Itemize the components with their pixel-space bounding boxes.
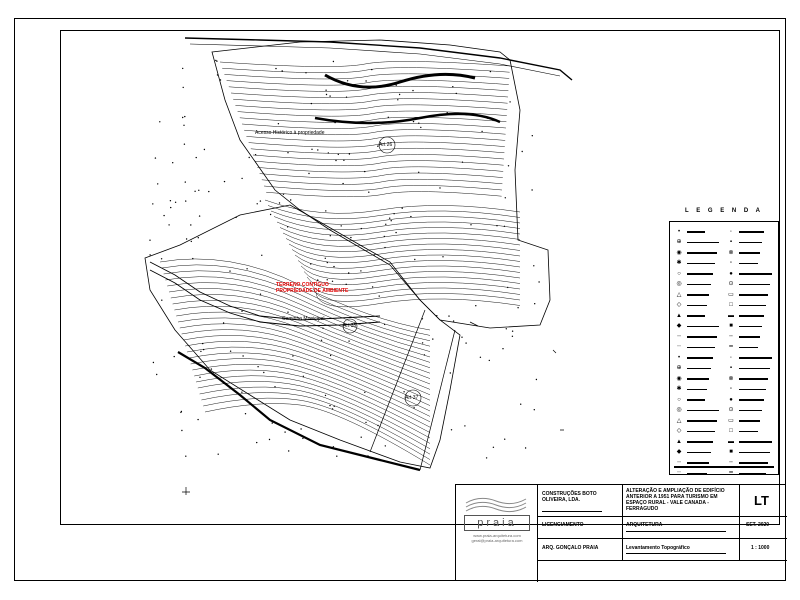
art-26-label: Art 26 [379, 142, 393, 148]
legend-symbol-icon: ⊕ [676, 365, 682, 372]
legend-symbol-icon: ✱ [676, 386, 682, 393]
drawing-title: Levantamento Topográfico [626, 545, 690, 551]
legend-symbol-icon: □ [729, 428, 733, 435]
legend-symbol-icon: ◦ [729, 354, 733, 361]
legend-symbol-icon: ● [729, 396, 733, 403]
legend-item [674, 269, 722, 279]
legend-symbol-icon: ┈ [677, 344, 681, 351]
legend-item [674, 416, 722, 426]
legend-item [674, 448, 722, 458]
legend-item [726, 406, 774, 416]
road-top [185, 38, 572, 80]
legend-item [674, 385, 722, 395]
title-block [455, 484, 786, 581]
legend-item [674, 437, 722, 447]
legend-item [726, 385, 774, 395]
legend-item [674, 332, 722, 342]
legend-item [726, 301, 774, 311]
legend-symbol-icon: △ [676, 417, 682, 424]
legend-symbol-icon: ⊗ [728, 249, 734, 256]
legend-item [726, 448, 774, 458]
legend-item [726, 322, 774, 332]
legend-item [674, 427, 722, 437]
art-37-label: Art 37 [405, 395, 419, 401]
legend-symbol-icon: ■ [729, 449, 733, 456]
legend-symbol-icon: ▫ [729, 260, 733, 267]
legend-item [726, 280, 774, 290]
legend-item [726, 259, 774, 269]
legend-symbol-icon: • [677, 354, 681, 361]
discipline-label: ARQUITETURA [626, 522, 663, 528]
legend-symbol-icon: △ [676, 291, 682, 298]
legend-symbol-icon: ━ [729, 344, 733, 351]
phase-label: LICENCIAMENTO [542, 522, 584, 528]
date-label: SET. 2020 [746, 522, 770, 528]
legend-symbol-icon: ▪ [729, 239, 733, 246]
legend-item [726, 353, 774, 363]
legend-symbol-icon: ▬ [728, 312, 734, 319]
legend-symbol-icon: ○ [677, 270, 681, 277]
legend-symbol-icon: ⊙ [728, 407, 734, 414]
legend-item [726, 332, 774, 342]
legend-item [674, 280, 722, 290]
legend-box [669, 208, 779, 477]
legend-symbol-icon: ▪ [729, 365, 733, 372]
legend-symbol-icon: ┄ [677, 333, 681, 340]
legend-symbol-icon: ◇ [676, 428, 682, 435]
legend-item [726, 427, 774, 437]
legend-symbol-icon: ⊗ [728, 375, 734, 382]
stream-boundary [178, 352, 420, 470]
legend-item [726, 364, 774, 374]
legend-symbol-icon: ━ [729, 470, 733, 477]
legend-item [674, 290, 722, 300]
neighbour-land-label: TERRENO CONTÍGUO PROPRIEDADE DE AMBIENTE [276, 282, 349, 294]
legend-symbol-icon: ✱ [676, 260, 682, 267]
legend-symbol-icon: ▭ [728, 417, 734, 424]
legend-item [726, 269, 774, 279]
author-label: ARQ. GONÇALO PRAIA [542, 545, 599, 551]
legend-symbol-icon: ○ [677, 396, 681, 403]
legend-item [726, 248, 774, 258]
legend-item [674, 469, 722, 479]
legend-symbol-icon: ┄ [677, 459, 681, 466]
logo-email: geral@praia-arquitetura.com [471, 538, 523, 543]
legend-title: L E G E N D A [684, 208, 763, 214]
logo: praia [464, 515, 530, 531]
legend-symbol-icon: ⊕ [676, 239, 682, 246]
legend-item [674, 301, 722, 311]
legend-symbol-icon: ◉ [676, 249, 682, 256]
legend-symbol-icon: ╌ [729, 333, 733, 340]
legend-symbol-icon: ◆ [676, 323, 682, 330]
legend-symbol-icon: ▬ [728, 438, 734, 445]
legend-symbol-icon: ◆ [676, 449, 682, 456]
legend-item [674, 353, 722, 363]
project-title: ALTERAÇÃO E AMPLIAÇÃO DE EDIFÍCIO ANTERIOR A 1951 PARA TURISMO EM ESPAÇO RURAL - VALE CANADA - FERRAGUDO [626, 488, 725, 512]
legend-symbol-icon: ◎ [676, 407, 682, 414]
access-label: Acesso Histórico à propriedade [255, 130, 325, 136]
legend-item [674, 248, 722, 258]
legend-item [674, 406, 722, 416]
client-name: CONSTRUÇÕES BOTO OLIVEIRA, LDA. [542, 491, 597, 503]
legend-item [726, 374, 774, 384]
legend-item [674, 395, 722, 405]
legend-item [726, 416, 774, 426]
legend-item [726, 227, 774, 237]
art-35-label: Art 35 [343, 323, 357, 329]
legend-symbol-icon: ▲ [676, 438, 682, 445]
legend-item [674, 311, 722, 321]
legend-item [726, 343, 774, 353]
road-label: Caminho Municipal [282, 316, 325, 322]
legend-item [674, 364, 722, 374]
logo-cell [456, 485, 538, 582]
legend-symbol-icon: □ [729, 302, 733, 309]
legend-symbol-icon: ⊙ [728, 281, 734, 288]
legend-item [674, 374, 722, 384]
legend-symbol-icon: ◦ [729, 228, 733, 235]
logo-wave-icon [464, 493, 528, 513]
scale-label: 1 : 1000 [751, 545, 770, 551]
legend-symbol-icon: ◉ [676, 375, 682, 382]
legend-item [726, 437, 774, 447]
legend-item [726, 238, 774, 248]
legend-item [674, 322, 722, 332]
legend-item [726, 290, 774, 300]
legend-symbol-icon: ■ [729, 323, 733, 330]
legend-symbol-icon: ● [729, 270, 733, 277]
legend-item [726, 311, 774, 321]
property-boundary-north [212, 40, 550, 328]
legend-symbol-icon: ▭ [728, 291, 734, 298]
legend-item [674, 238, 722, 248]
legend-symbol-icon: ◎ [676, 281, 682, 288]
legend-item [726, 395, 774, 405]
legend-symbol-icon: ▫ [729, 386, 733, 393]
legend-symbol-icon: ╌ [729, 459, 733, 466]
legend-item [726, 469, 774, 479]
legend-item [674, 227, 722, 237]
legend-item [674, 343, 722, 353]
legend-symbol-icon: ┈ [677, 470, 681, 477]
legend-symbol-icon: ◇ [676, 302, 682, 309]
sheet-code: LT [754, 493, 769, 508]
legend-item [674, 259, 722, 269]
logo-website: www.praia-arquitetura.com [473, 533, 521, 538]
legend-symbol-icon: • [677, 228, 681, 235]
legend-symbol-icon: ▲ [676, 312, 682, 319]
